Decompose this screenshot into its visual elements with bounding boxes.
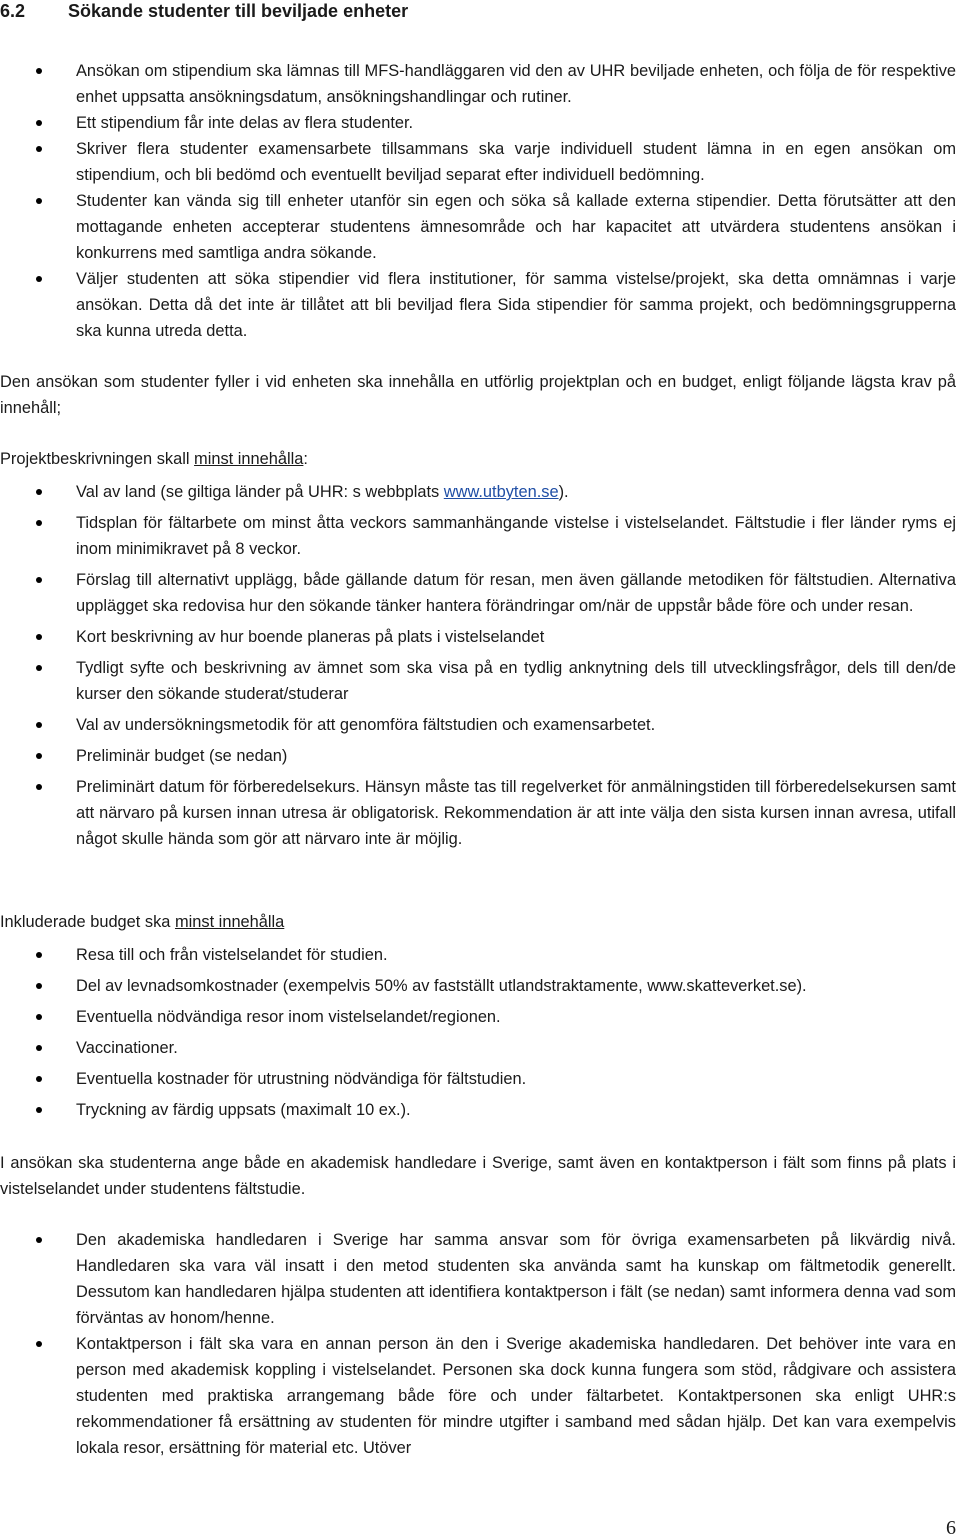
list-item: Eventuella kostnader för utrustning nödvändiga för fältstudien. bbox=[0, 1066, 956, 1092]
bullet-icon bbox=[36, 1014, 42, 1020]
bullet-icon bbox=[36, 146, 42, 152]
bullet-icon bbox=[36, 753, 42, 759]
list-item: Eventuella nödvändiga resor inom vistelselandet/regionen. bbox=[0, 1004, 956, 1030]
bullet-icon bbox=[36, 1341, 42, 1347]
bullet-icon bbox=[36, 722, 42, 728]
bullet-icon bbox=[36, 577, 42, 583]
list-item: Tydligt syfte och beskrivning av ämnet som ska visa på en tydlig anknytning dels till utvecklingsfrågor, dels till den/de kurser den sökande studerat/studerar bbox=[0, 655, 956, 707]
section-number: 6.2 bbox=[0, 1, 26, 21]
bullet-icon bbox=[36, 634, 42, 640]
bullet-icon bbox=[36, 120, 42, 126]
bullet-icon bbox=[36, 1237, 42, 1243]
bullet-icon bbox=[36, 520, 42, 526]
bullet-icon bbox=[36, 1107, 42, 1113]
list-item: Den akademiska handledaren i Sverige har samma ansvar som för övriga examensarbeten på likvärdig nivå. Handledaren ska vara väl insatt i den metod studenten ska använda samt ha kunskap om fältmetodik generellt. Dessutom kan handledaren hjälpa studenten att identifiera kontaktperson i fält (se nedan) samt informera denna vad som förväntas av honom/henne. bbox=[0, 1227, 956, 1331]
list-item: Förslag till alternativt upplägg, både gällande datum för resan, men även gällande metodiken för fältstudien. Alternativa upplägget ska redovisa hur den sökande tänker hantera förändringar om/när de uppstår både före och under resan. bbox=[0, 567, 956, 619]
bullet-icon bbox=[36, 952, 42, 958]
page-number: 6 bbox=[946, 1517, 956, 1539]
list-item: Preliminär budget (se nedan) bbox=[0, 743, 956, 769]
bullet-icon bbox=[36, 198, 42, 204]
list-item: Resa till och från vistelselandet för studien. bbox=[0, 942, 956, 968]
list-item: Studenter kan vända sig till enheter utanför sin egen och söka så kallade externa stipendier. Detta förutsätter att den mottagande enheten accepterar studentens ämnesområde och har kapacitet att utvärdera studentens ansökan i konkurrens med samtliga andra sökande. bbox=[0, 188, 956, 266]
underlined-text: minst innehålla bbox=[174, 913, 285, 931]
bullet-icon bbox=[36, 68, 42, 74]
application-paragraph: Den ansökan som studenter fyller i vid enheten ska innehålla en utförlig projektplan och en budget, enligt följande lägsta krav på innehåll; bbox=[0, 373, 956, 417]
underlined-text: minst innehålla bbox=[194, 450, 304, 468]
list-item: Preliminärt datum för förberedelsekurs. Hänsyn måste tas till regelverket för anmälningstiden till förberedelsekursen samt att närvaro på kursen innan utresa är obligatorisk. Rekommendation är att inte välja den sista kursen innan avresa, utifall något skulle hända som gör att närvaro inte är möjlig. bbox=[0, 774, 956, 852]
bullet-icon bbox=[36, 784, 42, 790]
list-item: Ansökan om stipendium ska lämnas till MFS-handläggaren vid den av UHR beviljade enheten, och följa de för respektive enhet uppsatta ansökningsdatum, ansökningshandlingar och rutiner. bbox=[0, 58, 956, 110]
bullet-icon bbox=[36, 983, 42, 989]
utbyten-link[interactable]: www.utbyten.se bbox=[443, 483, 559, 501]
section-title: Sökande studenter till beviljade enheter bbox=[68, 1, 409, 21]
list-item: Kort beskrivning av hur boende planeras på plats i vistelselandet bbox=[0, 624, 956, 650]
list-item: Tidsplan för fältarbete om minst åtta veckors sammanhängande vistelse i vistelselandet. Fältstudie i fler länder ryms ej inom minimikravet på 8 veckor. bbox=[0, 510, 956, 562]
bullet-icon bbox=[36, 489, 42, 495]
list-item: Tryckning av färdig uppsats (maximalt 10 ex.). bbox=[0, 1097, 956, 1123]
list-item: Vaccinationer. bbox=[0, 1035, 956, 1061]
bullet-icon bbox=[36, 665, 42, 671]
section-heading bbox=[0, 0, 408, 22]
supervisor-paragraph: I ansökan ska studenterna ange både en akademisk handledare i Sverige, samt även en kontaktperson i fält som finns på plats i vistelselandet under studentens fältstudie. bbox=[0, 1154, 956, 1198]
list-item: Val av land (se giltiga länder på UHR: s webbplats www.utbyten.se). bbox=[0, 479, 956, 505]
budget-intro: Inkluderade budget ska minst innehålla bbox=[0, 913, 285, 931]
list-item: Kontaktperson i fält ska vara en annan person än den i Sverige akademiska handledaren. Det behöver inte vara en person med akademisk koppling i vistelselandet. Personen ska dock kunna fungera som stöd, rådgivare och assistera studenten med praktiska arrangemang både före och under fältarbetet. Kontaktpersonen ska enligt UHR:s rekommendationer få ersättning av studenten för mindre utgifter i samband med sådan hjälp. Det kan vara exempelvis lokala resor, ersättning för material etc. Utöver bbox=[0, 1331, 956, 1461]
bullet-icon bbox=[36, 1076, 42, 1082]
bullet-icon bbox=[36, 276, 42, 282]
list-item: Del av levnadsomkostnader (exempelvis 50% av fastställt utlandstraktamente, www.skatteverket.se). bbox=[0, 973, 956, 999]
list-item: Skriver flera studenter examensarbete tillsammans ska varje individuell student lämna in en egen ansökan om stipendium, och bli bedömd och eventuellt beviljad separat efter individuell bedömning. bbox=[0, 136, 956, 188]
budget-list bbox=[0, 942, 956, 1128]
bullet-icon bbox=[36, 1045, 42, 1051]
project-list bbox=[0, 479, 956, 857]
project-intro: Projektbeskrivningen skall minst innehålla: bbox=[0, 450, 308, 468]
list-item: Väljer studenten att söka stipendier vid flera institutioner, för samma vistelse/projekt, ska detta omnämnas i varje ansökan. Detta då det inte är tillåtet att bli beviljad flera Sida stipendier för samma projekt, och bedömningsgrupperna ska kunna utreda detta. bbox=[0, 266, 956, 344]
requirements-list bbox=[0, 58, 956, 344]
supervisor-list bbox=[0, 1227, 956, 1461]
list-item: Ett stipendium får inte delas av flera studenter. bbox=[0, 110, 956, 136]
list-item: Val av undersökningsmetodik för att genomföra fältstudien och examensarbetet. bbox=[0, 712, 956, 738]
